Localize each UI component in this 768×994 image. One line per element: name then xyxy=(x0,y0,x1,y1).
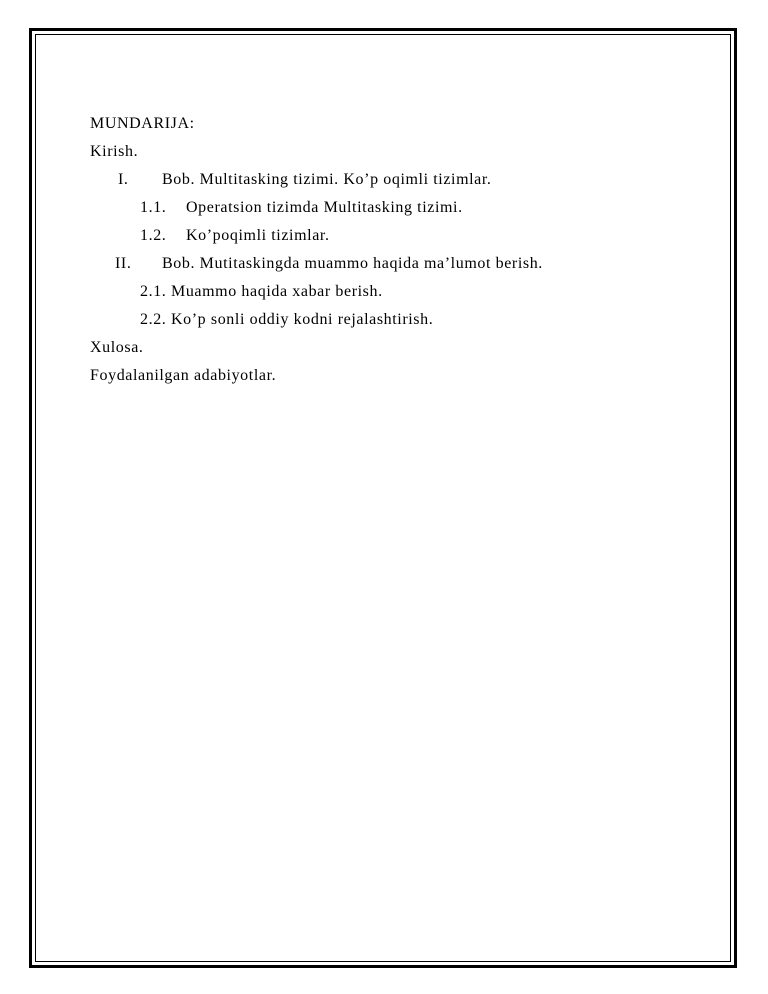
section-1-2-title: Ko’poqimli tizimlar. xyxy=(186,227,330,244)
toc-entry-section-1-2 xyxy=(140,226,330,246)
chapter-1-number: I. xyxy=(118,171,129,188)
toc-entry-section-2-2: 2.2. Ko’p sonli oddiy kodni rejalashtirish. xyxy=(140,311,434,328)
toc-entry-section-1-1 xyxy=(140,198,463,218)
toc-heading: MUNDARIJA: xyxy=(90,115,195,132)
toc-entry-references: Foydalanilgan adabiyotlar. xyxy=(90,367,277,384)
section-1-1-title: Operatsion tizimda Multitasking tizimi. xyxy=(186,199,463,216)
chapter-1-title: Bob. Multitasking tizimi. Ko’p oqimli tizimlar. xyxy=(162,171,492,188)
section-1-2-number: 1.2. xyxy=(140,227,167,244)
section-1-1-number: 1.1. xyxy=(140,199,167,216)
chapter-2-number: II. xyxy=(115,255,132,272)
chapter-2-title: Bob. Mutitaskingda muammo haqida ma’lumot berish. xyxy=(162,255,543,272)
toc-entry-conclusion: Xulosa. xyxy=(90,339,144,356)
toc-entry-section-2-1: 2.1. Muammo haqida xabar berish. xyxy=(140,283,383,300)
toc-entry-chapter-2 xyxy=(115,254,543,274)
toc-entry-intro: Kirish. xyxy=(90,143,139,160)
toc-entry-chapter-1 xyxy=(118,170,492,190)
